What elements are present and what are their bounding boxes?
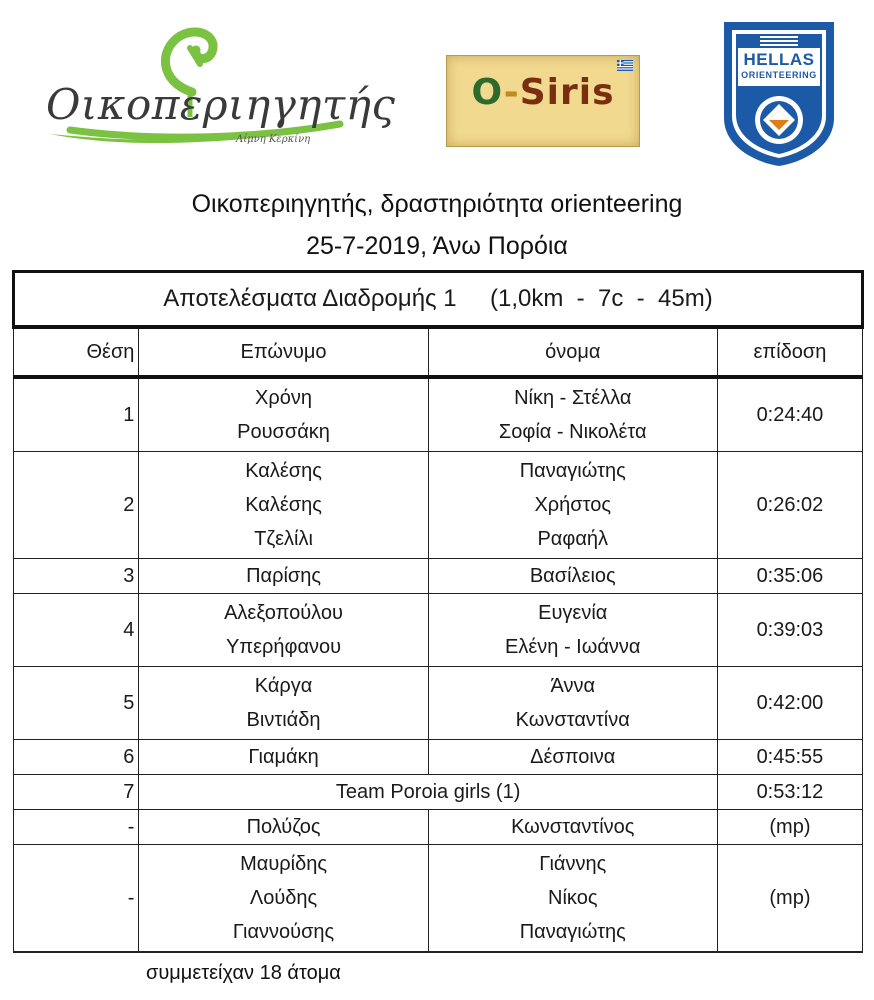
header-time: επίδοση [717,327,862,377]
row-time: 0:39:03 [717,594,862,667]
surname: Υπερήφανου [225,636,342,658]
row-team: Team Poroia girls (1) [139,775,717,810]
surname: Γιαννούσης [232,921,335,943]
row-surnames [139,594,428,667]
row-names [428,559,717,594]
osiris-siris: Siris [519,72,615,113]
row-surnames [139,810,428,845]
surname: Γιαμάκη [248,745,319,768]
row-time: 0:53:12 [717,775,862,810]
osiris-dash: - [503,72,520,113]
row-names [428,810,717,845]
surname: Λούδης [249,887,318,909]
row-position: 2 [14,452,139,559]
table-header-row [14,327,863,377]
row-position: 5 [14,667,139,740]
row-surnames [139,845,428,953]
row-names [428,594,717,667]
surname: Χρόνη [255,387,313,409]
first-name: Βασίλειος [529,564,616,587]
first-name: Νίκη - Στέλλα [514,387,632,409]
ecotourist-subtitle: Λίμνη Κερκίνη [236,134,311,145]
row-surnames [139,667,428,740]
first-name: Παναγιώτης [519,921,626,943]
table-row [14,452,863,559]
surname: Ρουσσάκη [237,421,330,443]
hellas-orienteering-logo [720,18,838,168]
table-row [14,667,863,740]
row-names [428,740,717,775]
osiris-wordmark [447,72,639,113]
table-caption: Αποτελέσματα Διαδρομής 1 (1,0km - 7c - 45m) [14,272,863,328]
ecotourist-name: Οικοπεριηγητής [46,80,396,129]
participants-note: συμμετείχαν 18 άτομα [146,962,341,984]
row-position: 1 [14,377,139,452]
row-position: 6 [14,740,139,775]
row-surnames [139,377,428,452]
row-surnames [139,559,428,594]
hellas-line1: HELLAS [743,50,815,69]
table-row [14,377,863,452]
surname: Κάργα [254,675,313,697]
row-names [428,667,717,740]
surname: Παρίσης [246,564,321,587]
first-name: Ραφαήλ [537,528,609,550]
first-name: Ευγενία [538,602,608,624]
ecotourist-logo [40,22,396,157]
first-name: Νίκος [548,887,598,909]
surname: Βιντιάδη [246,709,321,731]
table-row [14,740,863,775]
row-names [428,845,717,953]
row-time: (mp) [717,810,862,845]
row-time: 0:45:55 [717,740,862,775]
table-row [14,810,863,845]
first-name: Σοφία - Νικολέτα [498,421,647,443]
row-position: 3 [14,559,139,594]
first-name: Χρήστος [534,494,612,516]
table-row [14,559,863,594]
first-name: Ελένη - Ιωάννα [505,636,641,658]
row-position: - [14,845,139,953]
row-position: - [14,810,139,845]
first-name: Δέσποινα [530,745,616,768]
row-time: 0:42:00 [717,667,862,740]
header-position: Θέση [14,327,139,377]
first-name: Γιάννης [539,853,607,875]
surname: Τζελίλι [254,528,313,550]
row-time: 0:35:06 [717,559,862,594]
surname: Καλέσης [245,494,322,516]
row-time: 0:24:40 [717,377,862,452]
surname: Πολύζος [246,815,321,838]
osiris-o: O [471,72,504,113]
page-title: Οικοπεριηγητής, δραστηριότητα orienteering [191,190,683,218]
row-names [428,377,717,452]
table-row [14,594,863,667]
first-name: Άννα [550,675,596,697]
row-names [428,452,717,559]
results-table [12,270,864,953]
osiris-logo [446,55,640,147]
table-row [14,845,863,953]
greek-flag-icon [617,60,633,71]
surname: Αλεξοπούλου [224,602,343,624]
row-surnames [139,452,428,559]
header-surname: Επώνυμο [139,327,428,377]
page-subtitle: 25-7-2019, Άνω Πορόια [306,232,568,260]
row-position: 4 [14,594,139,667]
row-surnames [139,740,428,775]
surname: Μαυρίδης [240,853,327,875]
table-row [14,775,863,810]
header-name: όνομα [428,327,717,377]
shield-icon [720,18,838,168]
table-caption-row [14,272,863,328]
row-position: 7 [14,775,139,810]
row-time: (mp) [717,845,862,953]
first-name: Κωνσταντίνα [515,709,630,731]
surname: Καλέσης [245,460,322,482]
first-name: Κωνσταντίνος [511,815,635,838]
first-name: Παναγιώτης [519,460,626,482]
row-time: 0:26:02 [717,452,862,559]
hellas-line2: ORIENTEERING [741,70,817,80]
